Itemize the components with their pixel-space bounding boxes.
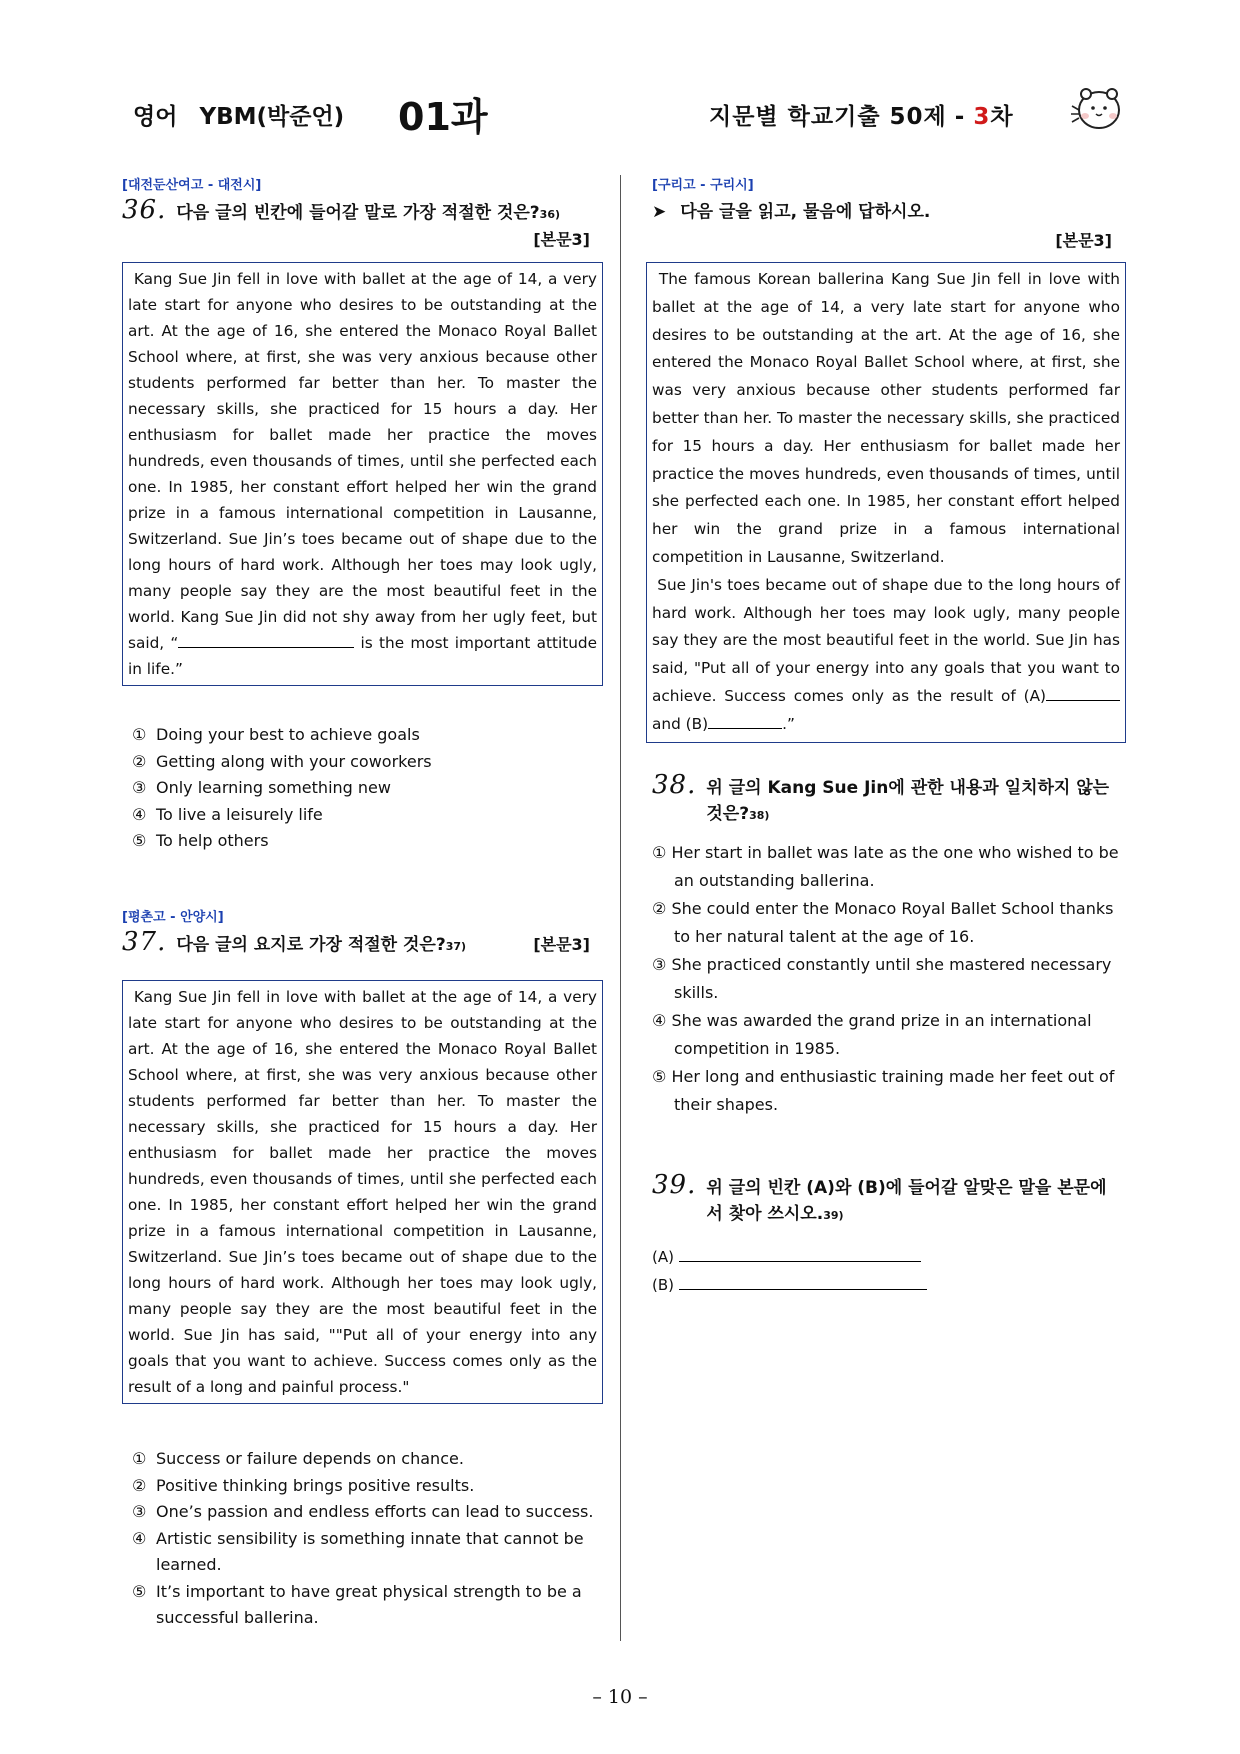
question-number: 38. — [652, 770, 697, 800]
question-text: 위 글의 빈칸 (A)와 (B)에 들어갈 알맞은 말을 본문에서 찾아 쓰시오.39) — [706, 1178, 1107, 1224]
answer-blank-a — [1046, 700, 1120, 701]
option-item[interactable]: ③ One’s passion and endless efforts can lead to success. — [132, 1502, 594, 1521]
option-item[interactable]: ② Getting along with your coworkers — [132, 751, 432, 771]
answer-field-a[interactable] — [679, 1261, 921, 1262]
option-item[interactable]: ② Positive thinking brings positive results. — [132, 1475, 475, 1495]
option-item[interactable]: ① Success or failure depends on chance. — [132, 1449, 464, 1468]
option-item[interactable]: ⑤ To help others — [132, 831, 269, 850]
question-text: 다음 글의 빈칸에 들어갈 말로 가장 적절한 것은?36) — [176, 203, 561, 223]
column-divider — [620, 175, 621, 1641]
option-item[interactable]: ⑤ It’s important to have great physical strength to be a successful ballerina. — [132, 1581, 582, 1627]
instruction-text: 다음 글을 읽고, 물음에 답하시오. — [680, 202, 931, 222]
passage-text: Kang Sue Jin fell in love with ballet at the age of 14, a very late start for anyone who desires to be outstanding at the art. At the age of 16, she entered the Monaco Royal Ballet School where, at first, she was very anxious because other students performed far better than her. To master the necessary skills, she practiced for 15 hours a day. Her enthusiasm for ballet made her practice the moves hundreds, even thousands of times, until she perfected each one. In 1985, her constant effort helped her win the grand prize in a famous international competition in Lausanne, Switzerland. Sue Jin’s toes became out of shape due to the long hours of hard work. Although her toes may look ugly, many people say they are the most beautiful feet in the world. Kang Sue Jin did not shy away from her ugly feet, but said, “ is the most important attitude in life.” — [128, 270, 598, 678]
answer-field-b[interactable] — [679, 1289, 927, 1290]
title-dash: - — [954, 104, 966, 130]
answer-label-a: (A) — [652, 1248, 674, 1266]
question-37 — [122, 906, 598, 957]
question-number: 37. — [122, 927, 167, 957]
question-text: 위 글의 Kang Sue Jin에 관한 내용과 일치하지 않는 것은?38) — [706, 778, 1110, 824]
page-number: – 10 – — [592, 1686, 648, 1708]
header-title — [709, 98, 1014, 131]
instruction-line — [652, 197, 1128, 222]
question-number: 36. — [122, 195, 167, 225]
question-39 — [652, 1170, 1120, 1299]
options-37 — [122, 1446, 608, 1632]
passage-tag: [본문3] — [1055, 231, 1112, 250]
answer-line-b[interactable] — [652, 1271, 1120, 1299]
passage-box-38 — [646, 262, 1126, 743]
option-item[interactable]: ⑤ Her long and enthusiastic training made her feet out of their shapes. — [652, 1067, 1115, 1114]
question-line — [652, 1170, 1120, 1229]
option-item[interactable]: ② She could enter the Monaco Royal Ballet School thanks to her natural talent at the age of 16. — [652, 899, 1114, 946]
question-set-38 — [652, 174, 1128, 251]
lesson-title: 01과 — [398, 95, 488, 139]
publisher-label: YBM(박준언) — [199, 104, 345, 130]
footnote-ref: 38) — [749, 809, 770, 822]
options-38 — [652, 839, 1120, 1119]
option-item[interactable]: ③ She practiced constantly until she mastered necessary skills. — [652, 955, 1112, 1002]
passage-text: Kang Sue Jin fell in love with ballet at the age of 14, a very late start for anyone who desires to be outstanding at the art. At the age of 16, she entered the Monaco Royal Ballet School where, at first, she was very anxious because other students performed far better than her. To master the necessary skills, she practiced for 15 hours a day. Her enthusiasm for ballet made her practice the moves hundreds, even thousands of times, until she perfected each one. In 1985, her constant effort helped her win the grand prize in a famous international competition in Lausanne, Switzerland. Sue Jin’s toes became out of shape due to the long hours of hard work. Although her toes may look ugly, many people say they are the most beautiful feet in the world. Sue Jin has said, ""Put all of your energy into any goals that you want to achieve. Success comes only as the result of a long and painful process." — [128, 988, 597, 1396]
options-36 — [122, 722, 608, 855]
option-item[interactable]: ④ She was awarded the grand prize in an international competition in 1985. — [652, 1011, 1092, 1058]
school-label: [대전둔산여고 - 대전시] — [122, 178, 262, 193]
answer-lines — [652, 1243, 1120, 1299]
answer-blank — [178, 647, 354, 648]
question-38 — [652, 770, 1120, 1119]
option-item[interactable]: ④ To live a leisurely life — [132, 804, 323, 824]
option-item[interactable]: ③ Only learning something new — [132, 778, 391, 797]
question-line — [122, 195, 598, 225]
question-36 — [122, 174, 598, 250]
question-line — [122, 927, 598, 957]
passage-box-36 — [122, 262, 603, 686]
footnote-ref: 37) — [445, 940, 467, 953]
option-item[interactable]: ① Doing your best to achieve goals — [132, 725, 420, 744]
option-item[interactable]: ④ Artistic sensibility is something innate that cannot be learned. — [132, 1528, 584, 1574]
school-label: [구리고 - 구리시] — [652, 178, 754, 193]
passage-tag: [본문3] — [533, 935, 590, 954]
question-number: 39. — [652, 1170, 697, 1200]
answer-line-a[interactable] — [652, 1243, 1120, 1271]
answer-blank-b — [708, 728, 782, 729]
passage-paragraph-2: Sue Jin's toes became out of shape due to the long hours of hard work. Although her toes may look ugly, many people say they are the most beautiful feet in the world. Sue Jin has said, "Put all of your energy into any goals that you want to achieve. Success comes only as the result of (A) and (B) .” — [652, 575, 1120, 733]
footnote-ref: 36) — [539, 208, 561, 221]
option-item[interactable]: ① Her start in ballet was late as the one who wished to be an outstanding ballerina. — [652, 843, 1119, 890]
subject-label: 영어 — [133, 104, 178, 130]
mascot-icon — [1068, 84, 1124, 136]
arrow-marker-icon: ➤ — [652, 202, 667, 222]
footnote-ref: 39) — [823, 1209, 844, 1222]
question-line — [652, 770, 1120, 829]
passage-paragraph-1: The famous Korean ballerina Kang Sue Jin fell in love with ballet at the age of 14, a very late start for anyone who desires to be outstanding at the art. At the age of 16, she entered the Monaco Royal Ballet School where, at first, she was very anxious because other students performed far better than her. To master the necessary skills, she practiced for 15 hours a day. Her enthusiasm for ballet made her practice the moves hundreds, even thousands of times, until she perfected each one. In 1985, her constant effort helped her win the grand prize in a famous international competition in Lausanne, Switzerland. — [652, 270, 1120, 566]
answer-label-b: (B) — [652, 1276, 674, 1294]
title-round-suffix: 차 — [990, 104, 1014, 130]
passage-box-37 — [122, 980, 603, 1404]
header-subject — [133, 98, 344, 131]
question-text: 다음 글의 요지로 가장 적절한 것은?37) — [176, 935, 467, 955]
passage-tag: [본문3] — [533, 230, 590, 249]
title-round-number: 3 — [973, 104, 991, 130]
school-label: [평촌고 - 안양시] — [122, 910, 224, 925]
title-main: 지문별 학교기출 50제 — [709, 104, 947, 130]
